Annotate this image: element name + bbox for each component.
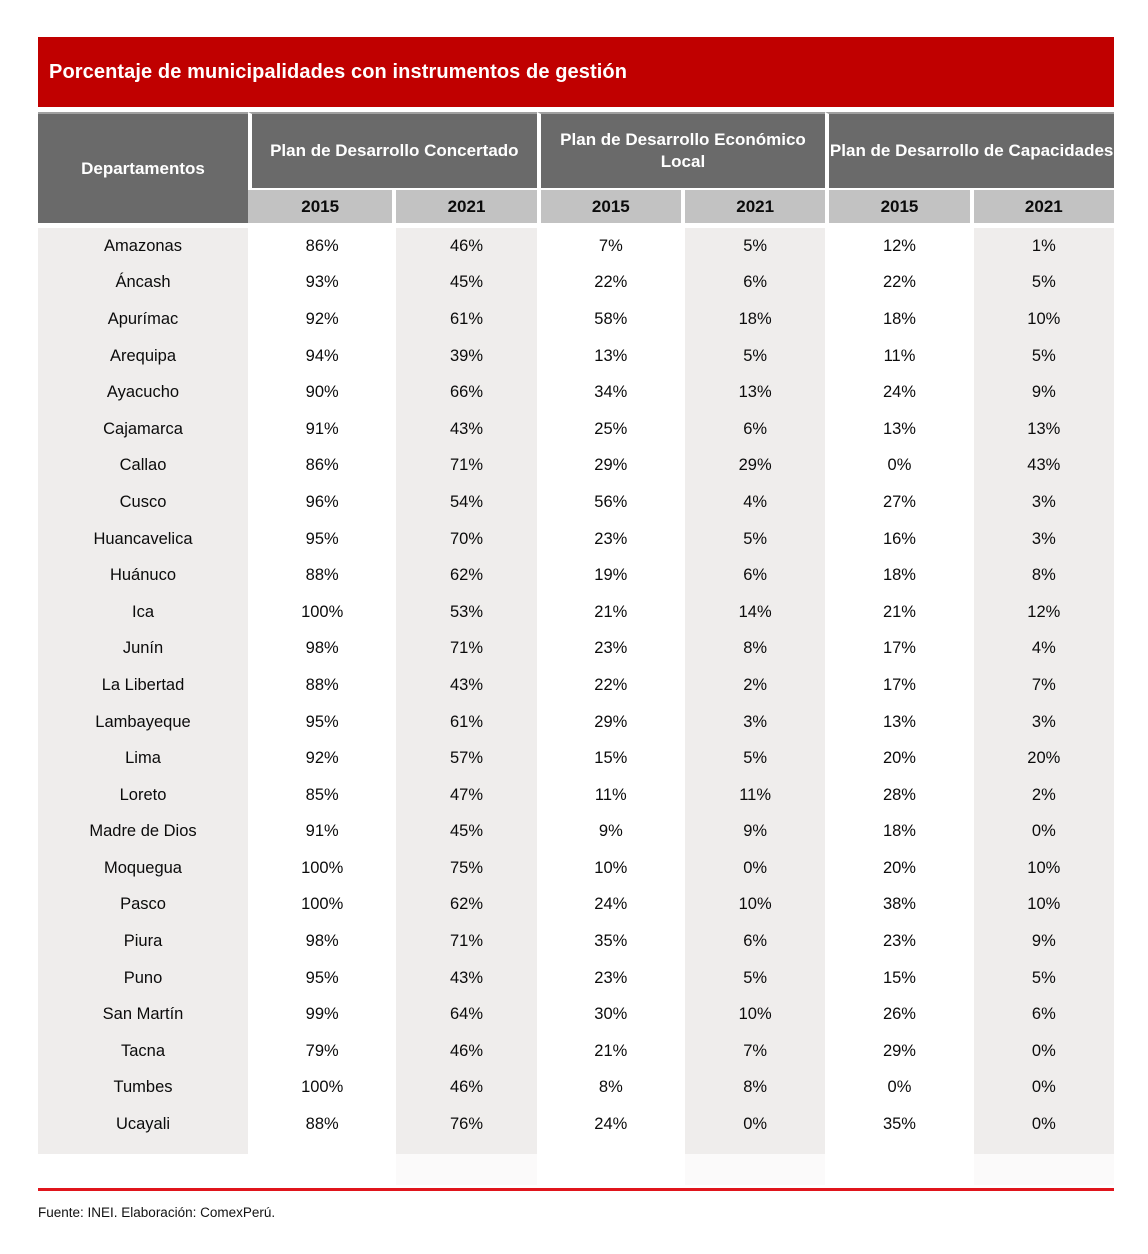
value-cell: 8% bbox=[970, 557, 1114, 594]
value-cell: 5% bbox=[970, 338, 1114, 375]
value-cell: 23% bbox=[537, 631, 681, 668]
tail-cell bbox=[970, 1143, 1114, 1154]
value-cell: 9% bbox=[970, 374, 1114, 411]
value-cell: 23% bbox=[825, 923, 969, 960]
value-cell: 17% bbox=[825, 667, 969, 704]
value-cell: 14% bbox=[681, 594, 825, 631]
value-cell: 88% bbox=[248, 667, 392, 704]
year-header-2015: 2015 bbox=[248, 190, 392, 228]
value-cell: 53% bbox=[392, 594, 536, 631]
table-row bbox=[38, 594, 1114, 631]
department-cell: Cusco bbox=[38, 484, 248, 521]
department-cell: Tumbes bbox=[38, 1070, 248, 1107]
column-group-plan-economico-local: Plan de Desarrollo Económico Local bbox=[537, 112, 826, 190]
spacer-cell bbox=[825, 1154, 969, 1185]
value-cell: 28% bbox=[825, 777, 969, 814]
value-cell: 0% bbox=[970, 814, 1114, 851]
value-cell: 9% bbox=[970, 923, 1114, 960]
value-cell: 9% bbox=[537, 814, 681, 851]
value-cell: 86% bbox=[248, 448, 392, 485]
value-cell: 5% bbox=[681, 228, 825, 265]
value-cell: 2% bbox=[970, 777, 1114, 814]
value-cell: 10% bbox=[970, 301, 1114, 338]
tail-cell bbox=[248, 1143, 392, 1154]
value-cell: 13% bbox=[825, 411, 969, 448]
value-cell: 23% bbox=[537, 521, 681, 558]
data-table bbox=[38, 112, 1114, 1185]
value-cell: 3% bbox=[970, 521, 1114, 558]
department-cell: Callao bbox=[38, 448, 248, 485]
value-cell: 86% bbox=[248, 228, 392, 265]
department-cell: Pasco bbox=[38, 887, 248, 924]
department-cell: Madre de Dios bbox=[38, 814, 248, 851]
value-cell: 71% bbox=[392, 923, 536, 960]
value-cell: 6% bbox=[681, 265, 825, 302]
value-cell: 9% bbox=[681, 814, 825, 851]
department-cell: Huancavelica bbox=[38, 521, 248, 558]
column-tail-row bbox=[38, 1143, 1114, 1154]
department-cell: San Martín bbox=[38, 996, 248, 1033]
value-cell: 46% bbox=[392, 1070, 536, 1107]
table-row bbox=[38, 557, 1114, 594]
spacer-cell bbox=[38, 1154, 248, 1185]
value-cell: 54% bbox=[392, 484, 536, 521]
value-cell: 5% bbox=[681, 740, 825, 777]
value-cell: 99% bbox=[248, 996, 392, 1033]
year-header-2021: 2021 bbox=[681, 190, 825, 228]
column-group-plan-capacidades: Plan de Desarrollo de Capacidades bbox=[825, 112, 1114, 190]
department-cell: Lima bbox=[38, 740, 248, 777]
value-cell: 5% bbox=[681, 960, 825, 997]
value-cell: 6% bbox=[681, 557, 825, 594]
value-cell: 75% bbox=[392, 850, 536, 887]
table-row bbox=[38, 887, 1114, 924]
value-cell: 7% bbox=[537, 228, 681, 265]
value-cell: 95% bbox=[248, 704, 392, 741]
value-cell: 0% bbox=[825, 1070, 969, 1107]
value-cell: 98% bbox=[248, 923, 392, 960]
value-cell: 21% bbox=[537, 594, 681, 631]
year-header-2021: 2021 bbox=[392, 190, 536, 228]
value-cell: 94% bbox=[248, 338, 392, 375]
value-cell: 100% bbox=[248, 887, 392, 924]
value-cell: 7% bbox=[970, 667, 1114, 704]
value-cell: 85% bbox=[248, 777, 392, 814]
value-cell: 61% bbox=[392, 301, 536, 338]
value-cell: 3% bbox=[681, 704, 825, 741]
value-cell: 35% bbox=[825, 1106, 969, 1143]
value-cell: 21% bbox=[825, 594, 969, 631]
value-cell: 45% bbox=[392, 814, 536, 851]
value-cell: 61% bbox=[392, 704, 536, 741]
value-cell: 22% bbox=[537, 667, 681, 704]
table-row bbox=[38, 338, 1114, 375]
department-cell: Ica bbox=[38, 594, 248, 631]
department-cell: Áncash bbox=[38, 265, 248, 302]
value-cell: 18% bbox=[825, 814, 969, 851]
value-cell: 22% bbox=[537, 265, 681, 302]
value-cell: 38% bbox=[825, 887, 969, 924]
value-cell: 46% bbox=[392, 228, 536, 265]
table-row bbox=[38, 996, 1114, 1033]
value-cell: 17% bbox=[825, 631, 969, 668]
value-cell: 39% bbox=[392, 338, 536, 375]
value-cell: 92% bbox=[248, 301, 392, 338]
tail-cell bbox=[38, 1143, 248, 1154]
department-cell: Loreto bbox=[38, 777, 248, 814]
table-row bbox=[38, 301, 1114, 338]
department-cell: Amazonas bbox=[38, 228, 248, 265]
value-cell: 13% bbox=[681, 374, 825, 411]
value-cell: 22% bbox=[825, 265, 969, 302]
table-row bbox=[38, 631, 1114, 668]
value-cell: 71% bbox=[392, 448, 536, 485]
department-cell: Huánuco bbox=[38, 557, 248, 594]
value-cell: 15% bbox=[537, 740, 681, 777]
department-cell: Moquegua bbox=[38, 850, 248, 887]
table-row bbox=[38, 960, 1114, 997]
value-cell: 0% bbox=[681, 850, 825, 887]
value-cell: 5% bbox=[681, 521, 825, 558]
spacer-cell bbox=[681, 1154, 825, 1185]
spacer-cell bbox=[537, 1154, 681, 1185]
value-cell: 47% bbox=[392, 777, 536, 814]
value-cell: 5% bbox=[970, 265, 1114, 302]
value-cell: 64% bbox=[392, 996, 536, 1033]
value-cell: 6% bbox=[681, 411, 825, 448]
department-cell: Piura bbox=[38, 923, 248, 960]
value-cell: 62% bbox=[392, 557, 536, 594]
spacer-cell bbox=[970, 1154, 1114, 1185]
table-row bbox=[38, 850, 1114, 887]
value-cell: 100% bbox=[248, 594, 392, 631]
table-row bbox=[38, 265, 1114, 302]
spacer-cell bbox=[248, 1154, 392, 1185]
table-row bbox=[38, 228, 1114, 265]
value-cell: 20% bbox=[970, 740, 1114, 777]
empty-spacer-row bbox=[38, 1154, 1114, 1185]
column-group-plan-concertado: Plan de Desarrollo Concertado bbox=[248, 112, 537, 190]
tail-cell bbox=[537, 1143, 681, 1154]
value-cell: 13% bbox=[537, 338, 681, 375]
value-cell: 66% bbox=[392, 374, 536, 411]
department-cell: La Libertad bbox=[38, 667, 248, 704]
department-cell: Cajamarca bbox=[38, 411, 248, 448]
value-cell: 29% bbox=[537, 448, 681, 485]
value-cell: 0% bbox=[970, 1106, 1114, 1143]
value-cell: 10% bbox=[681, 887, 825, 924]
value-cell: 8% bbox=[681, 631, 825, 668]
value-cell: 88% bbox=[248, 1106, 392, 1143]
value-cell: 19% bbox=[537, 557, 681, 594]
value-cell: 3% bbox=[970, 704, 1114, 741]
value-cell: 100% bbox=[248, 850, 392, 887]
value-cell: 18% bbox=[825, 557, 969, 594]
table-row bbox=[38, 777, 1114, 814]
value-cell: 4% bbox=[681, 484, 825, 521]
value-cell: 46% bbox=[392, 1033, 536, 1070]
value-cell: 6% bbox=[681, 923, 825, 960]
tail-cell bbox=[825, 1143, 969, 1154]
department-cell: Puno bbox=[38, 960, 248, 997]
value-cell: 98% bbox=[248, 631, 392, 668]
table-row bbox=[38, 704, 1114, 741]
value-cell: 21% bbox=[537, 1033, 681, 1070]
value-cell: 23% bbox=[537, 960, 681, 997]
value-cell: 29% bbox=[825, 1033, 969, 1070]
table-header bbox=[38, 112, 1114, 228]
value-cell: 0% bbox=[825, 448, 969, 485]
value-cell: 35% bbox=[537, 923, 681, 960]
value-cell: 1% bbox=[970, 228, 1114, 265]
department-cell: Lambayeque bbox=[38, 704, 248, 741]
value-cell: 0% bbox=[970, 1033, 1114, 1070]
value-cell: 13% bbox=[825, 704, 969, 741]
value-cell: 62% bbox=[392, 887, 536, 924]
value-cell: 91% bbox=[248, 411, 392, 448]
group-header-row bbox=[38, 112, 1114, 190]
value-cell: 13% bbox=[970, 411, 1114, 448]
value-cell: 12% bbox=[825, 228, 969, 265]
value-cell: 43% bbox=[970, 448, 1114, 485]
value-cell: 24% bbox=[537, 1106, 681, 1143]
value-cell: 11% bbox=[681, 777, 825, 814]
department-cell: Junín bbox=[38, 631, 248, 668]
value-cell: 45% bbox=[392, 265, 536, 302]
value-cell: 43% bbox=[392, 667, 536, 704]
table-row bbox=[38, 484, 1114, 521]
value-cell: 95% bbox=[248, 960, 392, 997]
department-cell: Tacna bbox=[38, 1033, 248, 1070]
value-cell: 95% bbox=[248, 521, 392, 558]
value-cell: 10% bbox=[681, 996, 825, 1033]
value-cell: 58% bbox=[537, 301, 681, 338]
value-cell: 71% bbox=[392, 631, 536, 668]
value-cell: 26% bbox=[825, 996, 969, 1033]
value-cell: 96% bbox=[248, 484, 392, 521]
page-title: Porcentaje de municipalidades con instrumentos de gestión bbox=[49, 60, 628, 83]
table-body bbox=[38, 228, 1114, 1185]
table-row bbox=[38, 814, 1114, 851]
value-cell: 8% bbox=[681, 1070, 825, 1107]
value-cell: 6% bbox=[970, 996, 1114, 1033]
table-row bbox=[38, 1106, 1114, 1143]
value-cell: 18% bbox=[825, 301, 969, 338]
value-cell: 29% bbox=[681, 448, 825, 485]
table-row bbox=[38, 667, 1114, 704]
department-cell: Apurímac bbox=[38, 301, 248, 338]
table-row bbox=[38, 521, 1114, 558]
department-cell: Ucayali bbox=[38, 1106, 248, 1143]
value-cell: 8% bbox=[537, 1070, 681, 1107]
value-cell: 43% bbox=[392, 411, 536, 448]
value-cell: 10% bbox=[970, 887, 1114, 924]
value-cell: 29% bbox=[537, 704, 681, 741]
value-cell: 88% bbox=[248, 557, 392, 594]
table-row bbox=[38, 374, 1114, 411]
value-cell: 100% bbox=[248, 1070, 392, 1107]
year-header-2015: 2015 bbox=[825, 190, 969, 228]
source-note: Fuente: INEI. Elaboración: ComexPerú. bbox=[38, 1204, 276, 1220]
table-row bbox=[38, 411, 1114, 448]
value-cell: 27% bbox=[825, 484, 969, 521]
value-cell: 57% bbox=[392, 740, 536, 777]
value-cell: 10% bbox=[537, 850, 681, 887]
spacer-cell bbox=[392, 1154, 536, 1185]
value-cell: 3% bbox=[970, 484, 1114, 521]
value-cell: 10% bbox=[970, 850, 1114, 887]
value-cell: 20% bbox=[825, 850, 969, 887]
value-cell: 24% bbox=[537, 887, 681, 924]
value-cell: 18% bbox=[681, 301, 825, 338]
value-cell: 7% bbox=[681, 1033, 825, 1070]
value-cell: 15% bbox=[825, 960, 969, 997]
value-cell: 2% bbox=[681, 667, 825, 704]
value-cell: 90% bbox=[248, 374, 392, 411]
year-header-2015: 2015 bbox=[537, 190, 681, 228]
value-cell: 79% bbox=[248, 1033, 392, 1070]
value-cell: 11% bbox=[825, 338, 969, 375]
value-cell: 30% bbox=[537, 996, 681, 1033]
value-cell: 93% bbox=[248, 265, 392, 302]
red-divider-line bbox=[38, 1188, 1114, 1191]
tail-cell bbox=[681, 1143, 825, 1154]
value-cell: 25% bbox=[537, 411, 681, 448]
tail-cell bbox=[392, 1143, 536, 1154]
title-banner bbox=[38, 37, 1114, 107]
table-row bbox=[38, 923, 1114, 960]
value-cell: 16% bbox=[825, 521, 969, 558]
value-cell: 56% bbox=[537, 484, 681, 521]
value-cell: 12% bbox=[970, 594, 1114, 631]
value-cell: 5% bbox=[970, 960, 1114, 997]
value-cell: 20% bbox=[825, 740, 969, 777]
value-cell: 91% bbox=[248, 814, 392, 851]
value-cell: 11% bbox=[537, 777, 681, 814]
column-header-departamentos: Departamentos bbox=[38, 112, 248, 228]
value-cell: 4% bbox=[970, 631, 1114, 668]
value-cell: 24% bbox=[825, 374, 969, 411]
department-cell: Arequipa bbox=[38, 338, 248, 375]
value-cell: 0% bbox=[681, 1106, 825, 1143]
value-cell: 92% bbox=[248, 740, 392, 777]
table-row bbox=[38, 448, 1114, 485]
table-row bbox=[38, 740, 1114, 777]
year-header-2021: 2021 bbox=[970, 190, 1114, 228]
value-cell: 43% bbox=[392, 960, 536, 997]
table-row bbox=[38, 1070, 1114, 1107]
value-cell: 76% bbox=[392, 1106, 536, 1143]
value-cell: 70% bbox=[392, 521, 536, 558]
department-cell: Ayacucho bbox=[38, 374, 248, 411]
value-cell: 0% bbox=[970, 1070, 1114, 1107]
table-row bbox=[38, 1033, 1114, 1070]
value-cell: 34% bbox=[537, 374, 681, 411]
value-cell: 5% bbox=[681, 338, 825, 375]
